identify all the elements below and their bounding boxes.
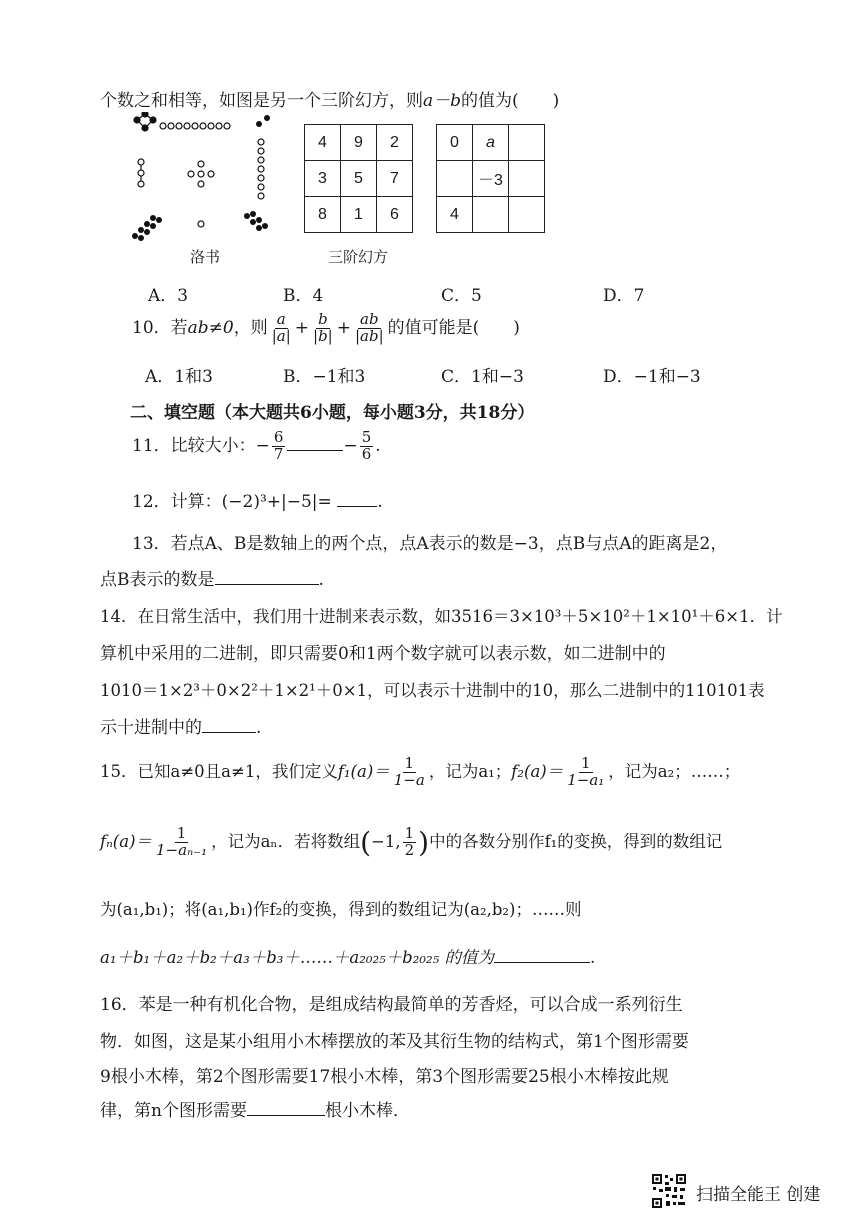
q10-tail: 的值可能是( ) bbox=[387, 317, 520, 338]
q12-line bbox=[132, 487, 383, 512]
q14-line1: 14．在日常生活中，我们用十进制来表示数，如3516＝3×10³＋5×10²＋1×10¹＋6×1．计 bbox=[100, 607, 783, 626]
q14-blank bbox=[202, 731, 256, 733]
q13-line1: 13．若点A、B是数轴上的两个点，点A表示的数是−3，点B与点A的距离是2， bbox=[132, 534, 728, 554]
partial-cell: a bbox=[473, 125, 509, 161]
q9-text: 个数之和相等，如图是另一个三阶幻方，则 bbox=[100, 91, 423, 111]
q15-frac-n bbox=[154, 826, 209, 859]
q15-record-a1: ，记为a₁； bbox=[428, 761, 512, 781]
luoshu-figure bbox=[125, 112, 275, 242]
partial-square bbox=[436, 124, 545, 233]
q10-option-b: B．−1和3 bbox=[283, 367, 366, 387]
partial-cell bbox=[509, 197, 545, 233]
q15-line3: 为(a₁,b₁)；将(a₁,b₁)作f₂的变换，得到的数组记为(a₂,b₂)；……则 bbox=[100, 900, 582, 919]
q15-line2-tail: 中的各数分别作f₁的变换，得到的数组记 bbox=[429, 832, 723, 851]
q14-line4 bbox=[100, 713, 261, 738]
q14-line2: 算机中采用的二进制，即只需要0和1两个数字就可以表示数，如二进制中的 bbox=[100, 644, 666, 664]
q16-text: 律，第n个图形需要 bbox=[100, 1101, 247, 1121]
partial-cell: 4 bbox=[437, 197, 473, 233]
partial-cell bbox=[437, 161, 473, 197]
q11-f1-den: 7 bbox=[273, 444, 284, 463]
q12-dot: . bbox=[377, 492, 383, 512]
q9-option-d: D．7 bbox=[603, 286, 645, 306]
q9-expr: a－b bbox=[423, 91, 462, 111]
q15-frac-1 bbox=[392, 756, 427, 789]
q15-blank bbox=[494, 961, 590, 963]
q15-paren-close: ) bbox=[418, 826, 430, 859]
q15-fracn-den: 1−aₙ₋₁ bbox=[156, 841, 208, 859]
q16-tail: 根小木棒． bbox=[324, 1101, 410, 1121]
q15-f2: f₂(a)＝ bbox=[511, 761, 564, 781]
partial-cell: －3 bbox=[473, 161, 509, 197]
q15-frac-half bbox=[403, 826, 417, 859]
q16-line1: 16．苯是一种有机化合物，是组成结构最简单的芳香烃，可以合成一系列衍生 bbox=[100, 995, 683, 1015]
q15-fn: fₙ(a)＝ bbox=[100, 832, 153, 851]
q10-f1-num: a bbox=[276, 310, 286, 328]
q15-frac2-den: 1−a₁ bbox=[567, 770, 605, 789]
q11-blank bbox=[287, 449, 343, 451]
q15-frac2-num: 1 bbox=[580, 754, 591, 772]
q15-half-num: 1 bbox=[404, 824, 415, 843]
q16-line3: 9根小木棒，第2个图形需要17根小木棒，第3个图形需要25根小木棒按此规 bbox=[100, 1067, 669, 1087]
q11-line: 11．比较大小：− $\frac{6}{7}$ − $\frac{5}{6}$ . bbox=[132, 428, 381, 463]
q10-option-c: C．1和−3 bbox=[441, 367, 524, 387]
q10-fraction-1 bbox=[270, 312, 293, 345]
partial-cell bbox=[473, 197, 509, 233]
q9-option-c: C．5 bbox=[441, 286, 482, 306]
q15-dot: . bbox=[589, 948, 596, 967]
q13-text: 点B表示的数是 bbox=[100, 570, 215, 590]
magic-square bbox=[304, 124, 413, 233]
q10-f3-den: |ab| bbox=[355, 326, 384, 345]
q15-paren-open: ( bbox=[360, 826, 372, 859]
q11-fraction-2 bbox=[360, 430, 374, 463]
q9-line bbox=[100, 86, 559, 111]
magic-cell: 9 bbox=[341, 125, 377, 161]
partial-cell bbox=[509, 125, 545, 161]
q15-line2 bbox=[100, 826, 722, 859]
q14-dot: . bbox=[256, 718, 262, 738]
q10-fraction-2 bbox=[311, 312, 335, 345]
q9-tail: 的值为( ) bbox=[461, 91, 560, 111]
q10-f2-den: |b| bbox=[313, 326, 333, 345]
q10-f3-num: ab bbox=[360, 310, 379, 328]
q10-condition: ab≠0 bbox=[187, 317, 234, 338]
q16-blank bbox=[247, 1114, 325, 1116]
q13-blank bbox=[215, 583, 319, 585]
partial-cell bbox=[509, 161, 545, 197]
q15-record-a2: ，记为a₂；……； bbox=[608, 761, 741, 781]
partial-cell: 0 bbox=[437, 125, 473, 161]
q12-expr: (−2)³+|−5|= bbox=[221, 492, 332, 512]
q15-frac-2 bbox=[565, 756, 606, 789]
q9-option-a: A．3 bbox=[148, 286, 189, 306]
magic-cell: 7 bbox=[377, 161, 413, 197]
q12-text: 12．计算： bbox=[132, 492, 222, 512]
q15-frac1-num: 1 bbox=[404, 754, 415, 772]
magic-cell: 6 bbox=[377, 197, 413, 233]
magic-cell: 2 bbox=[377, 125, 413, 161]
q16-line4 bbox=[100, 1096, 410, 1121]
q15-line4 bbox=[100, 944, 595, 968]
q15-record-an: ，记为aₙ．若将数组 bbox=[211, 832, 361, 851]
q15-array: −1, bbox=[371, 832, 401, 851]
luoshu-label: 洛书 bbox=[190, 248, 221, 266]
q12-blank bbox=[337, 505, 377, 507]
q10-option-d: D．−1和−3 bbox=[603, 367, 701, 387]
q15-line1 bbox=[100, 756, 740, 789]
magic-cell: 3 bbox=[305, 161, 341, 197]
section-heading: 二、填空题（本大题共6小题，每小题3分，共18分） bbox=[130, 403, 535, 423]
q16-line2: 物．如图，这是某小组用小木棒摆放的苯及其衍生物的结构式，第1个图形需要 bbox=[100, 1032, 689, 1052]
q11-text: 11．比较大小： bbox=[132, 435, 256, 456]
magic-cell: 8 bbox=[305, 197, 341, 233]
q10-fraction-3 bbox=[353, 312, 386, 345]
magic-cell: 4 bbox=[305, 125, 341, 161]
q10-f2-num: b bbox=[318, 310, 328, 328]
q15-frac1-den: 1−a bbox=[393, 770, 425, 789]
q11-fraction-1 bbox=[272, 430, 286, 463]
q9-option-b: B．4 bbox=[283, 286, 324, 306]
q11-dot: . bbox=[375, 435, 381, 456]
q13-line2 bbox=[100, 565, 324, 590]
q13-dot: . bbox=[318, 570, 324, 590]
q15-f1: f₁(a)＝ bbox=[337, 761, 390, 781]
q15-fracn-num: 1 bbox=[176, 824, 187, 843]
q15-half-den: 2 bbox=[404, 841, 415, 859]
q14-text: 示十进制中的 bbox=[100, 718, 202, 738]
q15-sum-expr: a₁＋b₁＋a₂＋b₂＋a₃＋b₃＋……＋a₂₀₂₅＋b₂₀₂₅ 的值为 bbox=[100, 948, 494, 967]
qr-code-icon bbox=[651, 1173, 687, 1209]
q11-f2-den: 6 bbox=[361, 444, 372, 463]
magic-label: 三阶幻方 bbox=[328, 248, 389, 266]
q10-line: 10．若ab≠0，则 $\frac{a}{|a|}$ + $\frac{b}{|b|}$ + $\frac{ab}{|ab|}$ 的值可能是( ) bbox=[132, 310, 520, 345]
q10-mid: ，则 bbox=[233, 317, 268, 338]
magic-cell: 1 bbox=[341, 197, 377, 233]
q11-f1-num: 6 bbox=[273, 428, 284, 446]
q10-f1-den: |a| bbox=[271, 326, 291, 345]
q10-option-a: A．1和3 bbox=[145, 367, 213, 387]
q10-number: 10．若 bbox=[132, 317, 188, 338]
q14-line3: 1010＝1×2³＋0×2²＋1×2¹＋0×1，可以表示十进制中的10，那么二进制中的110101表 bbox=[100, 681, 765, 700]
q11-f2-num: 5 bbox=[361, 428, 372, 446]
watermark-text: 扫描全能王 创建 bbox=[696, 1185, 821, 1205]
q15-intro: 15．已知a≠0且a≠1，我们定义 bbox=[100, 761, 338, 781]
magic-cell: 5 bbox=[341, 161, 377, 197]
